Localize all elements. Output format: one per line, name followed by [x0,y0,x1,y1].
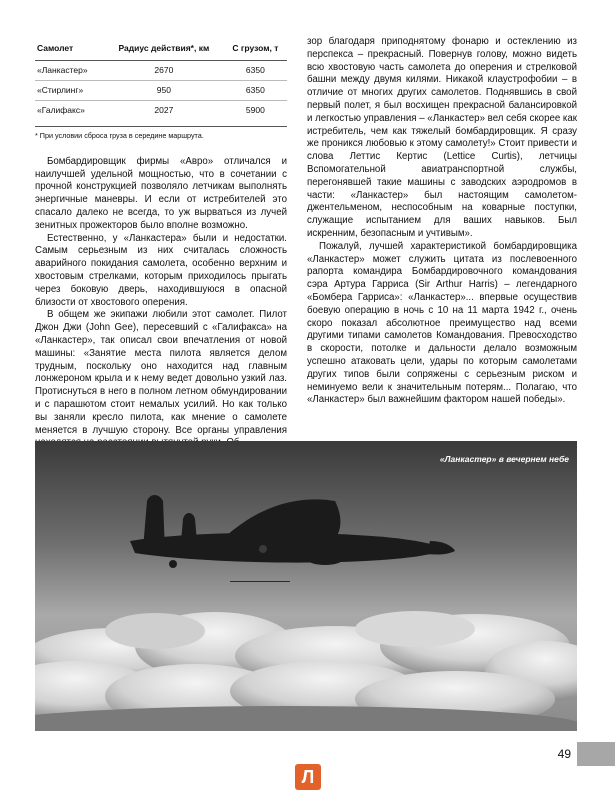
header-payload: С грузом, т [224,42,287,60]
page-tab-bar [577,742,615,766]
paragraph: зор благодаря приподнятому фонарю и остеклению из перспекса – прекрасный. Повернув голову, можно видеть всю хвостовую часть самолета до оперения и стрелковой башни между двумя килями. Никакой клаустрофобии – в отличие от многих других самолетов. Поднявшись в свой первый полет, я был восхищен прекрасной балансировкой и легкостью управления – «Ланкастер» вел себя скорее как истребитель, чем как тяжелый бомбардировщик. Я сразу же проникся любовью к этому самолету!» Стоит привести и слова Леттис Кертис (Lettice Curtis), летчицы Вспомогательной авиатранспортной службы, перегонявшей такие машины с заводских аэродромов в части: «Ланкастер» был настоящим самолетом-джентельменом, неспособным на коварные поступки, служащие испытанием для ваших навыков. Был искренним, безопасным и учтивым». [307,36,578,239]
cell-range: 950 [104,80,224,100]
cell-payload: 5900 [245,105,265,116]
publisher-logo [295,764,321,790]
table-row [35,100,287,120]
table-row [35,80,287,100]
lancaster-photo [35,441,577,731]
spec-table-header [35,42,287,60]
photo-caption: «Ланкастер» в вечернем небе [439,454,569,464]
paragraph: Пожалуй, лучшей характеристикой бомбардировщика «Ланкастер» может служить цитата из послевоенного рапорта командира Бомбардировочного командования сэра Артура Гарриса (Sir Arthur Harris) – легендарного «Бомбера Гарриса»: «Ланкастер»... впервые осуществив боевую операцию в ночь с 10 на 11 марта 1942 г., очень скоро показал абсолютное преимущество над всеми другими типами самолетов Командования. Превосходство в скорости, потолке и дальности делало возможным успешно атаковать цели, удары по которым самолетами других типов были сопряжены с серьезным риском и неминуемо вели к значительным потерям... Полагаю, что «Ланкастер» был важнейшим фактором нашей победы». [307,240,577,406]
table-footnote: * При условии сброса груза в середине маршрута. [35,126,287,140]
spec-table [35,42,287,120]
left-column [35,42,287,450]
cell-aircraft: «Ланкастер» [35,60,104,80]
header-aircraft: Самолет [35,42,104,60]
publisher-logo-letter: Л [301,767,315,787]
cell-range: 2670 [104,60,224,80]
paragraph: В общем же экипажи любили этот самолет. Пилот Джон Джи (John Gee), пересевший с «Галифакса» на «Ланкастер», так описал свои впечатления от новой машины: «Занятие места пилота является делом трудным, поскольку оно находится над главным лонжероном крыла и к нему ведет довольно узкий лаз. Протиснуться в него в полном летном обмундировании и с парашютом стоит немалых усилий. Но как только вы заняли кресло пилота, как мнение о самолете меняется в лучшую сторону. Все органы управления [35,309,287,436]
cell-aircraft: «Галифакс» [37,105,85,116]
cell-aircraft: «Стирлинг» [35,80,104,100]
cell-payload: 6350 [224,80,287,100]
roundel [259,545,267,553]
cell-range: 2027 [154,105,174,116]
page-number: 49 [557,747,571,761]
right-column [307,36,577,407]
clouds [35,611,577,731]
paragraph: Бомбардировщик фирмы «Авро» отличался и наилучшей удельной мощностью, что в сочетании с прочной конструкцией позволяло летчикам выполнять энергичные маневры. И если от истребителей это спасало далеко не всегда, то уж вырваться из лучей зенитных прожекторов было вполне возможно. [35,155,287,231]
cell-payload: 6350 [224,60,287,80]
header-range: Радиус действия*, км [104,42,224,60]
paragraph: Естественно, у «Ланкастера» были и недостатки. Самым серьезным из них считалась сложность аварийного покидания самолета, особенно верхним и хвостовым стрелками, которым приходилось прыгать через боковую дверь, находившуюся в опасной близости от хвостового оперения. [35,232,287,308]
table-row [35,60,287,80]
